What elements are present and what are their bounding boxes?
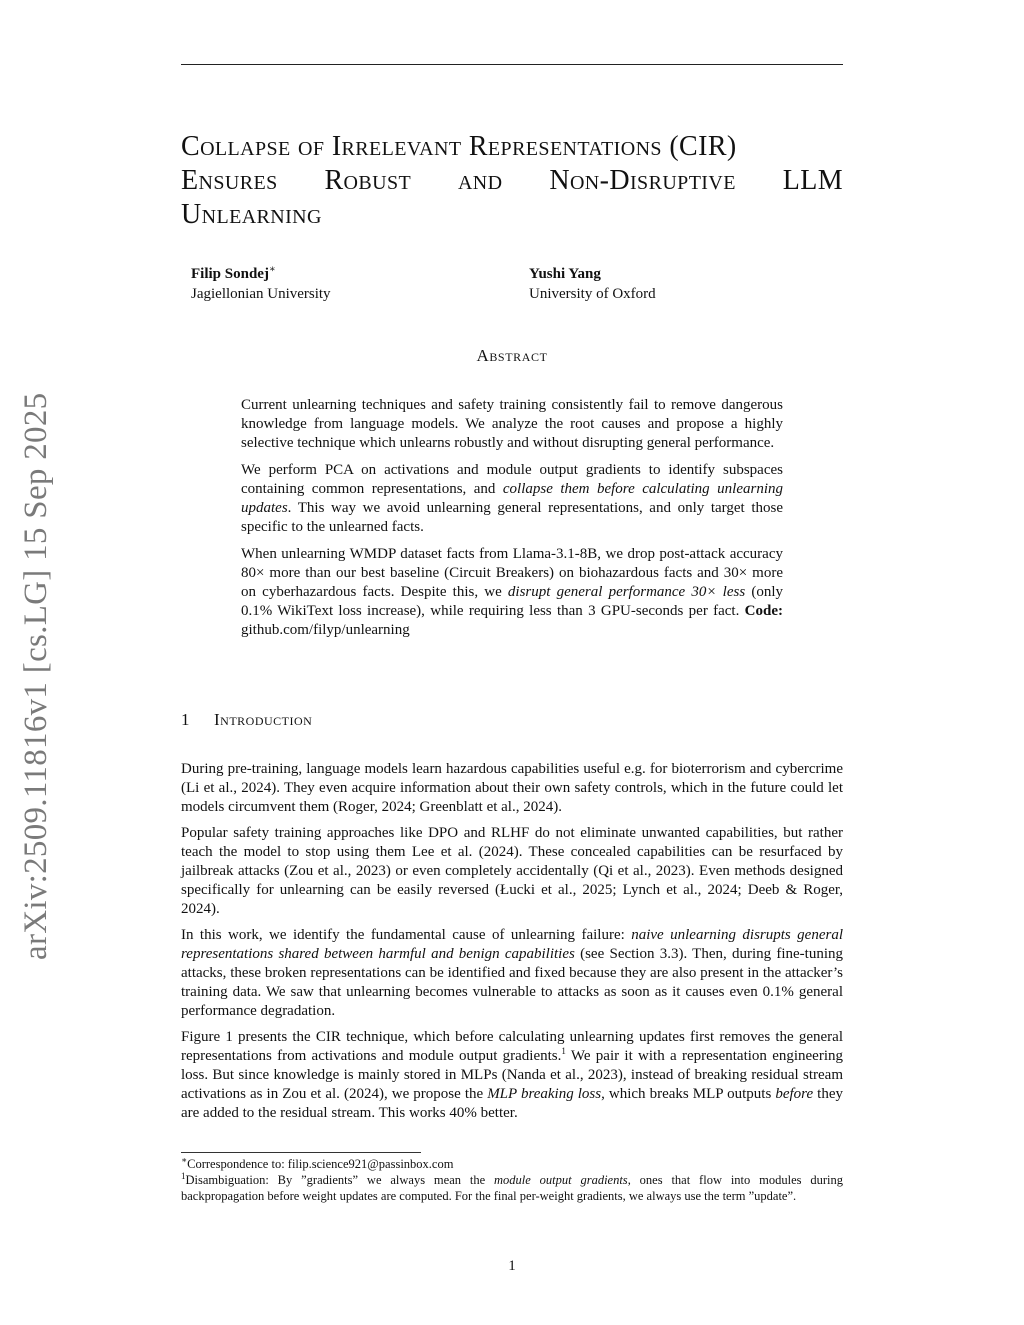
footnote-mark: 1 <box>181 1170 186 1181</box>
abstract-body <box>241 396 783 648</box>
author-footnote-mark: ∗ <box>268 264 276 275</box>
introduction-body <box>181 760 843 1130</box>
section-heading-introduction <box>181 710 312 730</box>
paper-title <box>181 130 843 232</box>
text-span: , ones that flow into modules during backpropagation before weight updates are computed. For the final per-weight gradients, we always use the term ”update”. <box>181 1173 843 1203</box>
emphasis: MLP breaking loss <box>487 1085 602 1102</box>
text-span: In this work, we identify the fundamental cause of unlearning failure: <box>181 927 632 944</box>
text-span: they are added to the residual stream. This works 40% better. <box>181 1085 843 1121</box>
text-span: . This way we avoid unlearning general representations, and only target those specific to the unlearned facts. <box>241 500 783 535</box>
section-title: Introduction <box>214 710 313 729</box>
text-span: , which breaks MLP outputs <box>601 1085 776 1102</box>
intro-paragraph-2: Popular safety training approaches like DPO and RLHF do not eliminate unwanted capabilities, but rather teach the model to stop using them Lee et al. (2024). These concealed capabilities can be resurfaced by jailbreak attacks (Zou et al., 2023) or even completely accidentally (Qi et al., 2023). Even methods designed specifically for unlearning can be easily reversed (Łucki et al., 2025; Lynch et al., 2024; Deeb & Roger, 2024). <box>181 825 843 917</box>
title-line-3: Unlearning <box>181 199 322 230</box>
title-line-1: Collapse of Irrelevant Representations (CIR) <box>181 131 737 162</box>
author-name: Filip Sondej <box>191 266 269 282</box>
page-number: 1 <box>508 1258 516 1274</box>
text-span: We perform PCA on activations and module output gradients to identify subspaces containing common representations, and <box>241 462 783 497</box>
arxiv-identifier: arXiv:2509.11816v1 [cs.LG] 15 Sep 2025 <box>18 392 54 960</box>
intro-paragraph-4 <box>181 1028 843 1122</box>
emphasis: naive unlearning disrupts general representations shared between harmful and benign capabilities <box>181 927 843 963</box>
section-number: 1 <box>181 710 190 729</box>
abstract-paragraph-1: Current unlearning techniques and safety training consistently fail to remove dangerous knowledge from language models. We analyze the root causes and propose a highly selective technique which unlearns robustly and without disrupting general performance. <box>241 397 783 451</box>
footnote-reference[interactable]: 1 <box>561 1046 566 1057</box>
footnote-correspondence <box>181 1156 843 1172</box>
top-rule <box>181 64 843 65</box>
emphasis: disrupt general performance 30× less <box>507 584 746 600</box>
code-link[interactable]: github.com/filyp/unlearning <box>241 622 410 638</box>
author-block-1 <box>191 260 331 304</box>
intro-paragraph-1: During pre-training, language models learn hazardous capabilities useful e.g. for bioterrorism and cybercrime (Li et al., 2024). They even acquire information about their own safety controls, which in the future could let models circumvent them (Roger, 2024; Greenblatt et al., 2024). <box>181 761 843 815</box>
text-span: (see Section 3.3). Then, during fine-tuning attacks, these broken representations can be identified and fixed because they are also present in the attacker’s training data. We saw that unlearning becomes vulnerable to attacks as soon as it causes even 0.1% general performance degradation. <box>181 946 843 1019</box>
author-affiliation: Jagiellonian University <box>191 286 331 302</box>
footnote-disambiguation <box>181 1172 843 1204</box>
text-span: Correspondence to: filip.science921@passinbox.com <box>187 1157 454 1171</box>
title-line-2: Ensures Robust and Non-Disruptive LLM <box>181 165 843 196</box>
footnote-mark: ∗ <box>181 1154 188 1165</box>
code-label: Code: <box>744 603 783 619</box>
text-span: We pair it with a representation engineering loss. But since knowledge is mainly stored in MLPs (Nanda et al., 2023), instead of breaking residual stream activations as in Zou et al. (2024), we propose the <box>181 1048 843 1102</box>
text-span: When unlearning WMDP dataset facts from Llama-3.1-8B, we drop post-attack accuracy 80× more than our best baseline (Circuit Breakers) on biohazardous facts and 30× more on cyberhazardous facts. Despite this, we <box>241 546 783 600</box>
emphasis: collapse them before calculating unlearning updates <box>241 481 783 516</box>
intro-paragraph-3 <box>181 926 843 1020</box>
footnotes <box>181 1156 843 1204</box>
author-affiliation: University of Oxford <box>529 286 656 302</box>
text-span: (only 0.1% WikiText loss increase), while requiring less than 3 GPU-seconds per fact. <box>241 584 783 619</box>
text-span: Figure 1 presents the CIR technique, which before calculating unlearning updates first removes the general representations from activations and module output gradients. <box>181 1029 843 1065</box>
abstract-heading: Abstract <box>476 346 548 365</box>
author-block-2 <box>529 260 656 304</box>
abstract-paragraph-3 <box>241 545 783 640</box>
footnote-rule <box>181 1152 421 1153</box>
author-name: Yushi Yang <box>529 266 601 282</box>
text-span: Disambiguation: By ”gradients” we always mean the <box>185 1173 494 1187</box>
abstract-paragraph-2 <box>241 461 783 537</box>
emphasis: module output gradients <box>493 1173 628 1187</box>
emphasis: before <box>775 1085 814 1102</box>
